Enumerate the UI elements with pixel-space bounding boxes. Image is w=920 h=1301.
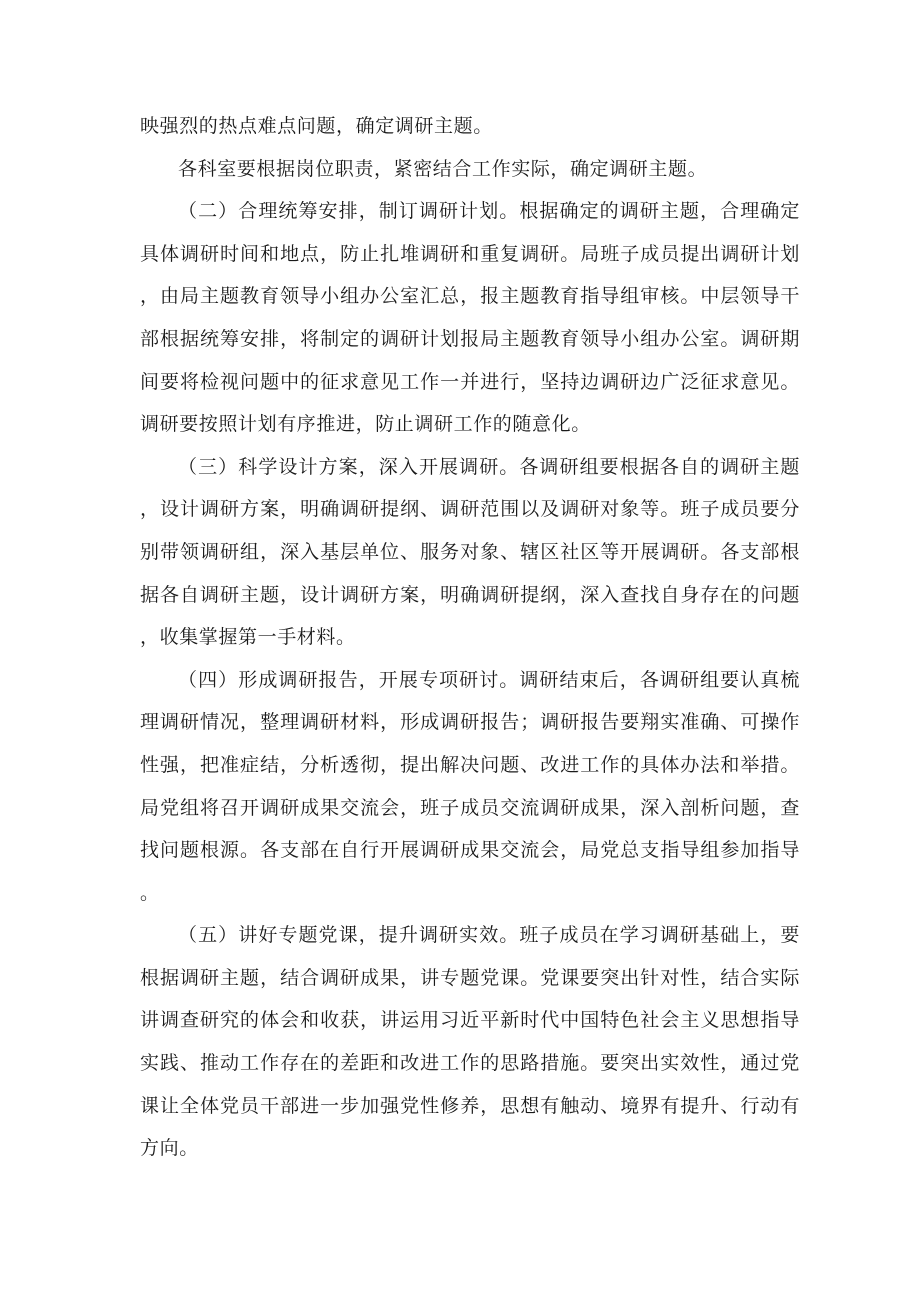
paragraph-section-2: （二）合理统筹安排，制订调研计划。根据确定的调研主题，合理确定具体调研时间和地点，防止扎堆调研和重复调研。局班子成员提出调研计划，由局主题教育领导小组办公室汇总，报主题教育指导组审核。中层领导干部根据统筹安排，将制定的调研计划报局主题教育领导小组办公室。调研期间要将检视问题中的征求意见工作一并进行，坚持边调研边广泛征求意见。调研要按照计划有序推进，防止调研工作的随意化。 <box>140 200 800 436</box>
paragraph-section-3: （三）科学设计方案，深入开展调研。各调研组要根据各自的调研主题，设计调研方案，明确调研提纲、调研范围以及调研对象等。班子成员要分别带领调研组，深入基层单位、服务对象、辖区社区等开展调研。各支部根据各自调研主题，设计调研方案，明确调研提纲，深入查找自身存在的问题，收集掌握第一手材料。 <box>140 455 800 649</box>
paragraph-section-4: （四）形成调研报告，开展专项研讨。调研结束后，各调研组要认真梳理调研情况，整理调研材料，形成调研报告；调研报告要翔实准确、可操作性强，把准症结，分析透彻，提出解决问题、改进工作的具体办法和举措。局党组将召开调研成果交流会，班子成员交流调研成果，深入剖析问题，查找问题根源。各支部在自行开展调研成果交流会，局党总支指导组参加指导。 <box>140 668 800 904</box>
paragraph-departments: 各科室要根据岗位职责，紧密结合工作实际，确定调研主题。 <box>178 157 708 180</box>
paragraph-section-5: （五）讲好专题党课，提升调研实效。班子成员在学习调研基础上，要根据调研主题，结合调研成果，讲专题党课。党课要突出针对性，结合实际讲调查研究的体会和收获，讲运用习近平新时代中国特色社会主义思想指导实践、推动工作存在的差距和改进工作的思路措施。要突出实效性，通过党课让全体党员干部进一步加强党性修养，思想有触动、境界有提升、行动有方向。 <box>140 924 800 1160</box>
document-body <box>140 105 800 1170</box>
paragraph-continuation: 映强烈的热点难点问题，确定调研主题。 <box>140 115 493 137</box>
